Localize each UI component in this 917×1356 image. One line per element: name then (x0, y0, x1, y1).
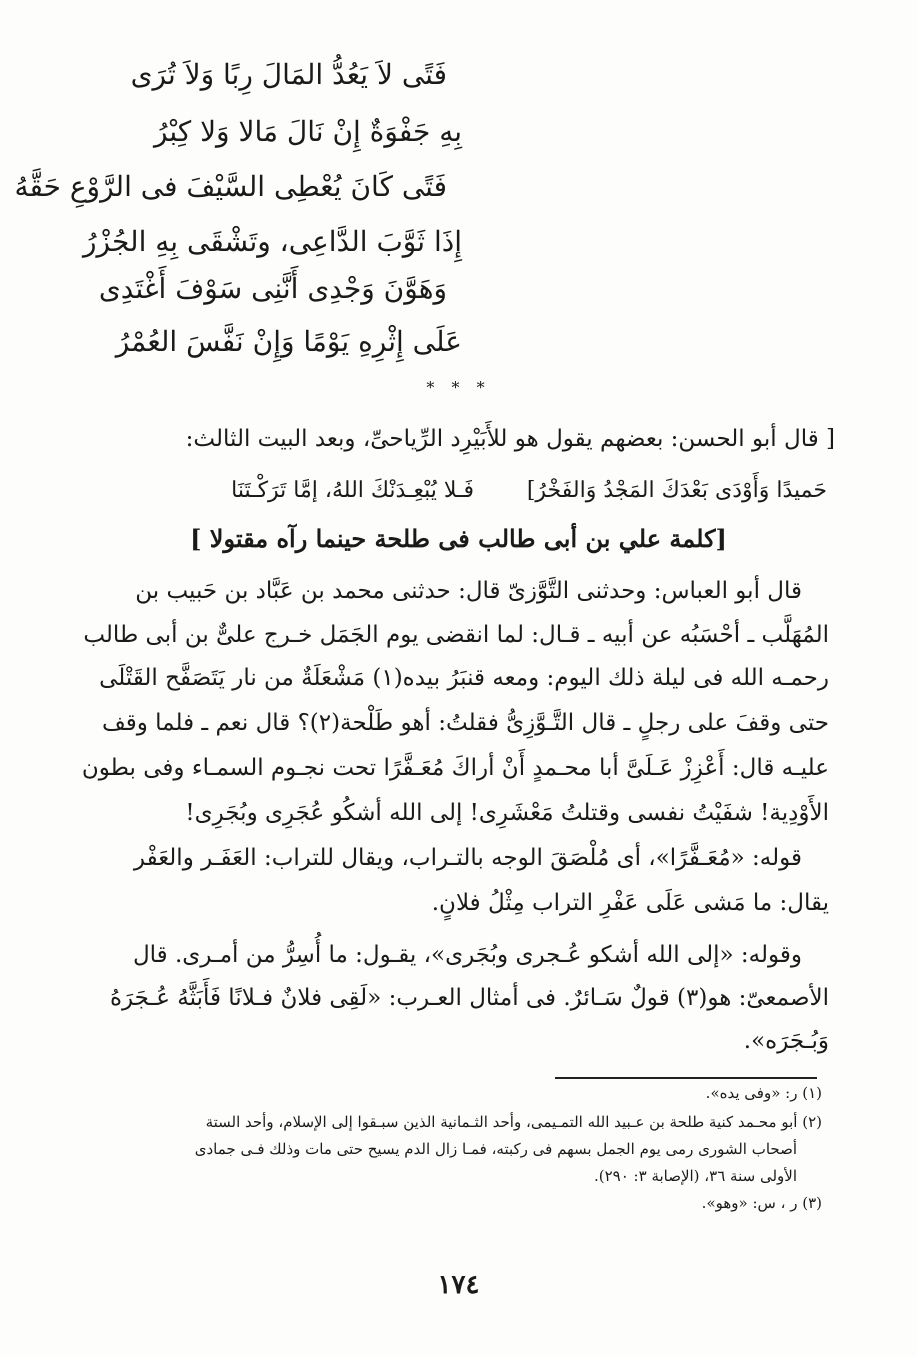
body-line-2: المُهَلَّب ـ أحْسَبُه عن أبيه ـ قـال: لما انقضى يوم الجَمَل خـرج علىٌّ بن أبى طالب (83, 622, 829, 648)
verse-line-4: إِذَا ثَوَّبَ الدَّاعِى، وتَشْقَى بِهِ الجُزْرُ (83, 225, 462, 258)
verse-line-1: فَتًى لاَ يَعُدُّ المَالَ رِبًا وَلاَ تُرَى (130, 58, 447, 91)
body-line-1: قال أبو العباس: وحدثنى التَّوَّزىّ قال: حدثنى محمد بن عَبَّاد بن حَبيب بن (135, 578, 802, 604)
body-line-8: يقال: ما مَشى عَلَى عَفْرِ التراب مِثْلُ فلانٍ. (431, 890, 829, 916)
footnote-3: (٣) ر ، س: «وهو». (701, 1194, 822, 1212)
footnote-1: (١) ر: «وفى يده». (705, 1084, 822, 1102)
body-line-9: وقوله: «إلى الله أشكو عُـجرى وبُجَرى»، يقـول: ما أُسِرُّ من أمـرى. قال (132, 942, 802, 968)
body-line-4: حتى وقفَ على رجلٍ ـ قال التَّـوَّزِىُّ فقلتُ: أهو طَلْحة(٢)؟ قال نعم ـ فلما وقف (101, 710, 829, 736)
footnote-rule (555, 1077, 817, 1079)
body-line-5: عليـه قال: أَعْزِزْ عَـلَىَّ أبا محـمدٍ أَنْ أراكَ مُعَـفَّرًا تحت نجـوم السمـاء وفى بطون (81, 755, 829, 781)
verse-line-5: وَهَوَّنَ وَجْدِى أَنَّنِى سَوْفَ أَغْتَدِى (98, 272, 447, 305)
footnote-2-line-3: الأولى سنة ٣٦، (الإصابة ٣: ٢٩٠). (593, 1167, 797, 1185)
body-line-7: قوله: «مُعَـفَّرًا»، أى مُلْصَقَ الوجه بالتـراب، ويقال للتراب: العَفَـر والعَفْر (133, 845, 802, 871)
verse-line-3: فَتًى كَانَ يُعْطِى السَّيْفَ فى الرَّوْعِ حَقَّهُ (14, 170, 447, 203)
verse-line-2: بِهِ جَفْوَةٌ إِنْ نَالَ مَالا وَلا كِبْرُ (153, 115, 462, 148)
body-line-3: رحمـه الله فى ليلة ذلك اليوم: ومعه قنبَرُ بيده(١) مَشْعَلَةٌ من نار يَتَصَفَّح القَتْلَى (99, 665, 829, 691)
note-line: [ قال أبو الحسن: بعضهم يقول هو للأَبَيْرِد الرِّياحىِّ، وبعد البيت الثالث: (185, 426, 835, 452)
verse-line-6: عَلَى إِثْرِهِ يَوْمًا وَإِنْ نَفَّسَ العُمْرُ (115, 325, 462, 358)
footnote-2-line-1: (٢) أبو محـمد كنية طلحة بن عـبيد الله التمـيمى، وأحد الثـمانية الذين سبـقوا إلى الإسلام، وأحد الستة (205, 1113, 822, 1131)
extra-verse-second-half: حَميدًا وَأَوْدَى بَعْدَكَ المَجْدُ وَالفَخْرُ] (526, 478, 827, 503)
footnote-2-line-2: أصحاب الشورى رمى يوم الجمل بسهم فى ركبته، فمـا زال الدم يسيح حتى مات وذلك فـى جمادى (194, 1140, 797, 1158)
body-line-10: الأصمعىّ: هو(٣) قولٌ سَـائرٌ. فى أمثال العـرب: «لَقِى فلانٌ فـلانًا فَأَبَثَّهُ عُـجَرَهُ (109, 985, 829, 1011)
body-line-6: الأَوْدِية! شفَيْتُ نفسى وقتلتُ مَعْشَرِى! إلى الله أشكُو عُجَرِى وبُجَرِى! (185, 800, 829, 826)
section-separator: * * * (426, 378, 491, 397)
section-heading: [كلمة علي بن أبى طالب فى طلحة حينما رآه مقتولا ] (190, 524, 727, 553)
body-line-11: وَبُـجَرَه». (743, 1028, 829, 1054)
extra-verse-first-half: فَـلا يُبْعِـدَنْكَ اللهُ، إمَّا تَرَكْـتَنَا (231, 478, 474, 503)
page-number: ١٧٤ (437, 1270, 480, 1300)
